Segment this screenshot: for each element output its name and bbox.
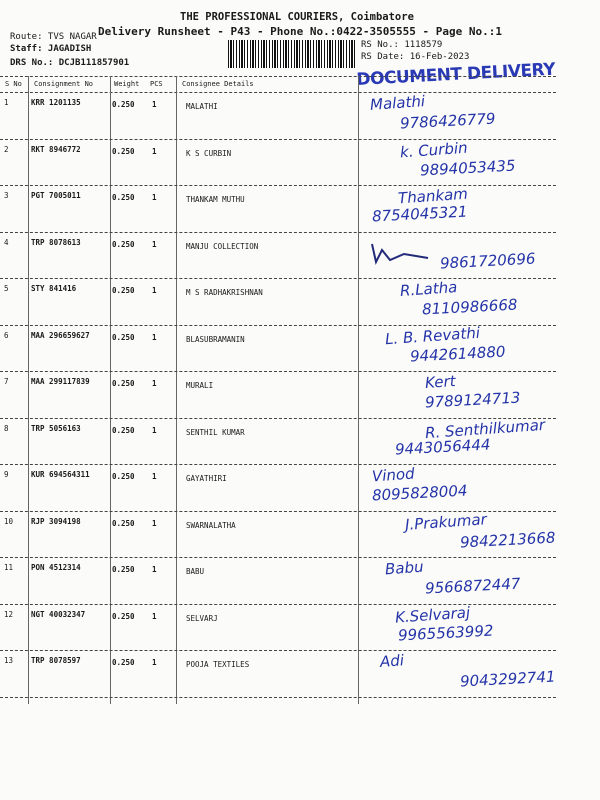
row-weight: 0.250 <box>112 193 135 202</box>
handwritten-signature-name: L. B. Revathi <box>384 323 481 348</box>
row-weight: 0.250 <box>112 239 135 249</box>
row-consignee: SENTHIL KUMAR <box>186 427 245 437</box>
row-weight: 0.250 <box>112 100 135 109</box>
row-consignment: KUR 694564311 <box>31 470 90 479</box>
row-consignment: PGT 7005011 <box>31 191 81 200</box>
rs-date: RS Date: 16-Feb-2023 <box>361 52 470 62</box>
row-sno: 11 <box>4 563 14 572</box>
runsheet-title: Delivery Runsheet - P43 - Phone No.:0422-3505555 - Page No.:1 <box>98 25 502 38</box>
col-header-consignment: Consignment No <box>34 80 94 88</box>
column-divider <box>110 76 111 704</box>
row-pcs: 1 <box>152 565 157 574</box>
staff-label: Staff: JAGADISH <box>10 44 92 54</box>
row-pcs: 1 <box>152 379 157 388</box>
row-sno: 13 <box>4 656 14 665</box>
handwritten-signature-name: Vinod <box>371 464 416 486</box>
row-pcs: 1 <box>152 425 157 435</box>
row-divider <box>0 650 556 651</box>
row-sno: 10 <box>4 516 14 526</box>
row-pcs: 1 <box>152 239 157 249</box>
row-consignment: RJP 3094198 <box>31 516 81 526</box>
row-sno: 5 <box>4 284 9 293</box>
column-divider <box>358 76 359 704</box>
row-sno: 12 <box>4 609 14 619</box>
company-title: THE PROFESSIONAL COURIERS, Coimbatore <box>180 11 414 23</box>
row-sno: 9 <box>4 470 9 479</box>
row-consignment: TRP 8078613 <box>31 237 81 247</box>
row-divider <box>0 139 556 140</box>
row-sno: 4 <box>4 237 9 247</box>
row-divider <box>0 557 556 558</box>
column-divider <box>28 76 29 704</box>
row-divider <box>0 697 556 698</box>
row-consignee: BABU <box>186 567 205 576</box>
handwritten-phone: 9965563992 <box>397 621 494 644</box>
row-consignment: STY 841416 <box>31 284 77 293</box>
row-weight: 0.250 <box>112 146 135 156</box>
row-divider <box>0 418 556 419</box>
handwritten-signature-name: R.Latha <box>399 278 458 300</box>
handwritten-signature-name: Malathi <box>369 92 426 114</box>
row-pcs: 1 <box>152 611 157 621</box>
col-header-pcs: PCS <box>150 80 163 88</box>
row-consignee: MANJU COLLECTION <box>186 241 259 251</box>
row-weight: 0.250 <box>112 611 135 621</box>
row-consignment: MAA 299117839 <box>31 377 90 386</box>
row-weight: 0.250 <box>112 518 135 528</box>
handwritten-signature-name: k. Curbin <box>399 138 469 161</box>
drs-number: DRS No.: DCJB111857901 <box>10 58 130 68</box>
row-consignment: RKT 8946772 <box>31 144 81 154</box>
row-consignee: K S CURBIN <box>186 148 232 158</box>
row-divider <box>0 371 556 372</box>
handwritten-signature-name: Adi <box>379 651 405 671</box>
barcode <box>228 40 355 68</box>
row-consignee: M S RADHAKRISHNAN <box>186 288 263 297</box>
handwritten-signature-name: R. Senthilkumar <box>424 415 546 442</box>
row-consignment: TRP 8078597 <box>31 656 81 665</box>
row-pcs: 1 <box>152 518 157 528</box>
handwritten-phone: 9789124713 <box>424 388 521 412</box>
row-consignee: SELVARJ <box>186 613 218 623</box>
row-divider <box>0 278 556 279</box>
handwritten-phone: 8095828004 <box>371 481 468 505</box>
handwritten-signature-name: Babu <box>384 557 425 579</box>
row-divider <box>0 604 556 605</box>
handwritten-phone: 8754045321 <box>371 202 468 226</box>
row-weight: 0.250 <box>112 425 135 435</box>
row-consignment: KRR 1201135 <box>31 98 81 107</box>
row-sno: 2 <box>4 144 9 154</box>
table-top-line <box>0 76 556 77</box>
handwritten-phone: 9861720696 <box>439 249 536 272</box>
rs-number: RS No.: 1118579 <box>361 40 443 50</box>
row-weight: 0.250 <box>112 565 135 574</box>
row-divider <box>0 232 556 233</box>
handwritten-signature-name: K.Selvaraj <box>394 602 471 627</box>
handwritten-signature-name: Kert <box>424 371 457 393</box>
row-consignment: TRP 5056163 <box>31 423 81 433</box>
handwritten-phone: 9894053435 <box>419 156 516 179</box>
handwritten-signature-name: Thankam <box>397 184 469 208</box>
col-header-sno: S No <box>5 80 22 88</box>
row-weight: 0.250 <box>112 286 135 295</box>
row-pcs: 1 <box>152 146 157 156</box>
handwritten-phone: 9443056444 <box>394 435 491 458</box>
row-divider <box>0 185 556 186</box>
handwritten-phone: 9842213668 <box>459 528 556 551</box>
row-pcs: 1 <box>152 658 157 667</box>
row-consignee: THANKAM MUTHU <box>186 195 245 204</box>
row-consignee: SWARNALATHA <box>186 520 236 530</box>
handwritten-phone: 9043292741 <box>459 667 556 691</box>
column-divider <box>176 76 177 704</box>
route-label: Route: TVS NAGAR <box>10 32 97 42</box>
row-pcs: 1 <box>152 100 157 109</box>
handwritten-signature <box>368 240 438 270</box>
row-weight: 0.250 <box>112 658 135 667</box>
row-sno: 7 <box>4 377 9 386</box>
row-pcs: 1 <box>152 472 157 481</box>
col-header-weight: Weight <box>114 80 140 88</box>
col-header-consignee: Consignee Details <box>182 80 254 88</box>
handwritten-phone: 9566872447 <box>424 574 521 598</box>
row-consignee: MURALI <box>186 381 214 390</box>
row-consignee: POOJA TEXTILES <box>186 660 250 669</box>
row-weight: 0.250 <box>112 332 135 342</box>
row-pcs: 1 <box>152 286 157 295</box>
handwritten-signature-name: J.Prakumar <box>404 509 488 534</box>
row-pcs: 1 <box>152 193 157 202</box>
handwritten-phone: 9442614880 <box>409 342 506 365</box>
row-consignment: PON 4512314 <box>31 563 81 572</box>
row-sno: 1 <box>4 98 9 107</box>
row-consignee: GAYATHIRI <box>186 474 227 483</box>
row-consignment: NGT 40032347 <box>31 609 86 619</box>
row-sno: 6 <box>4 330 9 340</box>
row-consignment: MAA 296659627 <box>31 330 90 340</box>
document-delivery-stamp: DOCUMENT DELIVERY <box>356 59 556 90</box>
row-weight: 0.250 <box>112 472 135 481</box>
handwritten-phone: 8110986668 <box>421 295 518 319</box>
row-sno: 3 <box>4 191 9 200</box>
row-divider <box>0 464 556 465</box>
row-sno: 8 <box>4 423 9 433</box>
row-pcs: 1 <box>152 332 157 342</box>
row-weight: 0.250 <box>112 379 135 388</box>
table-header-line <box>0 92 556 93</box>
handwritten-phone: 9786426779 <box>399 109 496 133</box>
row-consignee: BLASUBRAMANIN <box>186 334 245 344</box>
row-consignee: MALATHI <box>186 102 218 111</box>
